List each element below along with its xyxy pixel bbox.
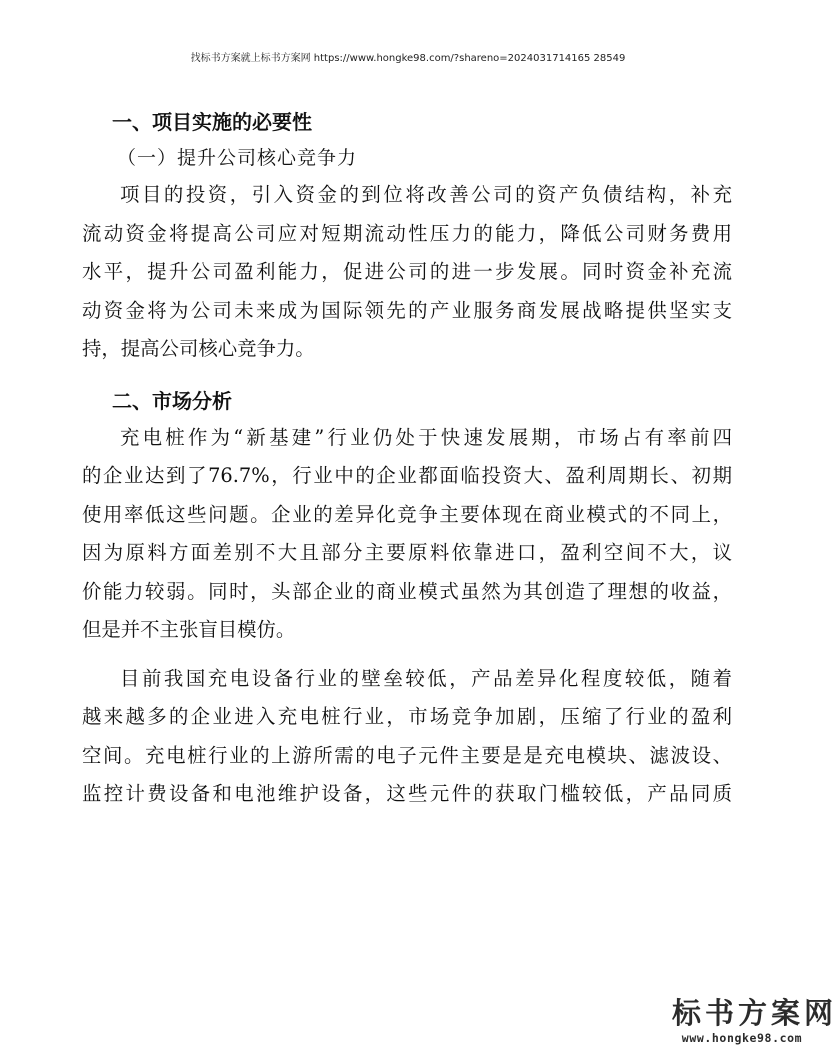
paragraph-line: 监控计费设备和电池维护设备，这些元件的获取门槛较低，产品同质 xyxy=(82,782,732,805)
logo-name: 标书方案网 xyxy=(672,996,837,1030)
paragraph-line: 空间。充电桩行业的上游所需的电子元件主要是是充电模块、滤波设、 xyxy=(82,743,732,767)
section1-paragraph xyxy=(82,176,732,369)
paragraph-line: 但是并不主张盲目模仿。 xyxy=(82,618,296,641)
paragraph-line: 因为原料方面差别不大且部分主要原料依靠进口，盈利空间不大，议 xyxy=(82,541,732,564)
paragraph-line: 价能力较弱。同时，头部企业的商业模式虽然为其创造了理想的收益， xyxy=(82,579,732,603)
paragraph-line: 流动资金将提高公司应对短期流动性压力的能力，降低公司财务费用 xyxy=(82,221,732,245)
section2-paragraph-2 xyxy=(82,660,732,814)
document-body xyxy=(82,104,732,814)
paragraph-line: 项目的投资，引入资金的到位将改善公司的资产负债结构，补充 xyxy=(120,183,732,206)
paragraph-line: 动资金将为公司未来成为国际领先的产业服务商发展战略提供坚实支 xyxy=(82,298,732,322)
paragraph-line: 使用率低这些问题。企业的差异化竞争主要体现在商业模式的不同上， xyxy=(82,502,732,526)
header-watermark: 找标书方案就上标书方案网 https://www.hongke98.com/?shareno=2024031714165 28549 xyxy=(190,53,626,64)
section1-subheading: （一）提升公司核心竞争力 xyxy=(117,147,358,169)
paragraph-line: 水平，提升公司盈利能力，促进公司的进一步发展。同时资金补充流 xyxy=(82,260,732,283)
section1-heading: 一、项目实施的必要性 xyxy=(112,110,312,134)
site-logo xyxy=(672,996,837,1046)
section2-heading: 二、市场分析 xyxy=(112,388,232,413)
paragraph-line: 的企业达到了76.7%，行业中的企业都面临投资大、盈利周期长、初期 xyxy=(82,464,732,487)
paragraph-line: 越来越多的企业进入充电桩行业，市场竞争加剧，压缩了行业的盈利 xyxy=(82,705,732,728)
logo-url: www.hongke98.com xyxy=(681,1031,803,1045)
section2-paragraph-1 xyxy=(82,419,732,650)
paragraph-line: 充电桩作为“新基建”行业仍处于快速发展期，市场占有率前四 xyxy=(120,425,732,449)
paragraph-line: 目前我国充电设备行业的壁垒较低，产品差异化程度较低，随着 xyxy=(120,666,732,690)
paragraph-line: 持，提高公司核心竞争力。 xyxy=(82,337,315,360)
